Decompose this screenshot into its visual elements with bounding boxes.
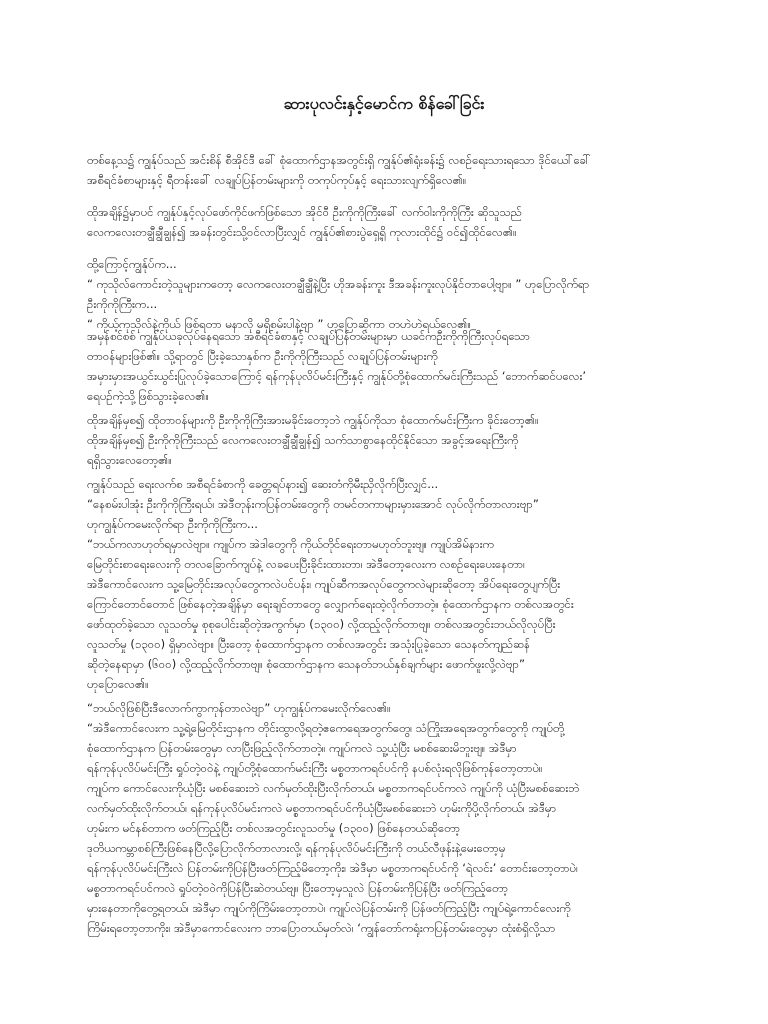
text-line: ကြိမ်းရတော့တာကိုး၊ အဲဒီမှာကောင်လေးက ဘာပြောတယ်မှတ်လဲ၊ ‘ကျွန်တော်ကရုံးကပြန်တမ်းတွေမှာ ထုံးစံရှိလို့သာ <box>87 921 556 935</box>
text-line: ထိုအချိန်မှစ၍ ဦးကိုကိုကြီးသည် လေကလေးတချွီချွီချွန်၍ သက်သာစွာနေထိုင်နိုင်သော အခွင့်အရေးကြီးကို <box>87 433 519 447</box>
text-line: လက်မှတ်ထိုးလိုက်တယ်၊ ရန်ကုန်ပုလိပ်မင်းကလဲ မစ္စတာကရင်ပင်ကိုယုံပြီးမစစ်ဆေးဘဲ ဟုမ်းကိုပို့လိုက်တယ်၊ အဲဒီမှာ <box>87 801 557 815</box>
text-line: တာဝန်များဖြစ်၏။ သို့ရာတွင် ပြီးခဲ့သောနှစ်က ဦးကိုကိုကြီးသည် လချုပ်ပြန်တမ်းများကို <box>87 349 438 363</box>
text-line: ဒုတိယကမ္ဘာစစ်ကြီးဖြစ်နေပြီလို့ပြောလိုက်တာလားလို့၊ ရန်ကုန်ပုလိပ်မင်းကြီးကို တယ်လီဖုန်းနဲ့မေးတော့မှ <box>87 841 506 855</box>
paragraph <box>87 698 683 938</box>
text-line: လူသတ်မှု (၁၃၀၀) ရှိမှာလဲဗျာ။ ပြီးတော့ စုံထောက်ဌာနက တစ်လအတွင်း အသုံးပြုခဲ့သော သေနတ်ကျည်ဆန် <box>87 637 531 651</box>
text-line: မစ္စတာကရင်ပင်ကလဲ ရှုပ်တဲ့ဝဝဲကိုပြန်ပြီးဆဲတယ်ဗျ။ ပြီးတော့မှသူလဲ ပြန်တမ်းကိုပြန်ပြီး ဖတ်ကြည့်တော့ <box>87 881 509 895</box>
text-line: မှားနေတာကိုတွေ့ရတယ်၊ အဲဒီမှာ ကျုပ်ကိုကြိမ်းတော့တာပဲ၊ ကျုပ်လဲပြန်တမ်းကို ပြန်ဖတ်ကြည့်ပြီး ကျုပ်ရဲ့ကောင်လေးကို <box>87 901 571 915</box>
text-line: “အဲဒီကောင်လေးက သူ့ရဲ့မြေတိုင်းဌာနက တိုင်းထွာလို့ရတဲ့ဧကေရေအတွက်တွေ၊ သံကြိုးအရေအတွက်တွေကို ကျုပ်တို့ <box>87 721 565 735</box>
text-line: စုံထောက်ဌာနက ပြန်တမ်းတွေမှာ လာပြီးဖြည့်လိုက်တာတဲ့။ ကျုပ်ကလဲ သူ့ယုံပြီး မစစ်ဆေးမိဘူးဗျ။ အဲဒီမှာ <box>87 741 517 755</box>
text-line: အဲဒီကောင်လေးက သူ့မြေတိုင်းအလုပ်တွေကလဲပင်ပန်း၊ ကျုပ်ဆီကအလုပ်တွေကလဲများဆိုတော့ အိပ်ရေးတွေပျက်ပြီး <box>87 577 561 591</box>
text-line: ထိုအချိန်မှစ၍ ထိုတာဝန်များကို ဦးကိုကိုကြီးအားမခိုင်းတော့ဘဲ ကျွန်ုပ်ကိုသာ စုံထောက်မင်းကြီးက ခိုင်းတော့၏။ <box>87 413 539 427</box>
paragraph <box>87 150 683 190</box>
text-line: ဟုမ်းက မင်နစ်တာက ဖတ်ကြည့်ပြီး တစ်လအတွင်းလူသတ်မှု (၁၃၀၀) ဖြစ်နေတယ်ဆိုတော့ <box>87 821 461 835</box>
text-line: ဆိုတဲ့နေရာမှာ (၆၀၀) လို့ထည့်လိုက်တာဗျ။ စုံထောက်ဌာနက သေနတ်ဘယ်နှစ်ချက်များ ဖောက်ဖူးလို့လဲဗျာ” <box>87 657 525 671</box>
paragraph <box>87 202 683 242</box>
text-line: ကျုပ်က ကောင်လေးကိုယုံပြီး မစစ်ဆေးဘဲ လက်မှတ်ထိုးပြီးလိုက်တယ်၊ မစ္စတာကရင်ပင်ကလဲ ကျုပ်ကို ယုံပြီးမစစ်ဆေးဘဲ <box>87 781 580 795</box>
text-line: အမှားမှားအယွင်းယွင်းပြုလုပ်ခဲ့သောကြောင့် ရန်ကုန်ပုလိပ်မင်းကြီးနှင့် ကျွန်ုပ်တို့စုံထောက်မင်းကြီးသည် ‘ဘောက်ဆင်ပလေး’ <box>87 369 587 383</box>
text-line: ရန်ကုန်ပုလိပ်မင်းကြီး ရှုပ်တဲ့ဝဝဲနဲ့ ကျုပ်တို့စုံထောက်မင်းကြီး မစ္စတာကရင်ပင်ကို နပစ်လုံးရလိုဖြစ်ကုန်တော့တာပဲ။ <box>87 761 543 775</box>
text-line: ဟုကျွန်ုပ်ကမေးလိုက်ရာ ဦးကိုကိုကြီးက... <box>87 517 258 531</box>
text-line: ရန်ကုန်ပုလိပ်မင်းကြီးလဲ ပြန်တမ်းကိုပြန်ပြီးဖတ်ကြည့်မိတော့ကိုး၊ အဲဒီမှာ မစ္စတာကရင်ပင်ကို ‘ရဲလင်း’ တောင်းတော့တာပဲ၊ <box>87 861 578 875</box>
text-line: “ ကုသိုလ်ကောင်းတဲ့သူများကတော့ လေကလေးတချွီချွီနဲ့ပြီး ဟိုအခန်းကူး ဒီအခန်းကူးလုပ်နိုင်တာပေါ့ဗျာ။ ” ဟုပြောလိုက်ရာ <box>87 277 590 291</box>
document-title: ဆားပုလင်းနှင့်မောင်က စိန်ခေါ်ခြင်း <box>283 94 485 113</box>
text-line: မြေတိုင်းစာရေးလေးကို တလခြောက်ကျပ်နဲ့ လခပေးပြီးခိုင်းထားတာ၊ အဲဒီတော့လေးက လစဉ်ရေးပေးနေတာ၊ <box>87 557 525 571</box>
paragraph <box>87 254 683 334</box>
text-line: “ဘယ်လိုဖြစ်ပြီးဒီလောက်ကွာကုန်တာလဲဗျာ” ဟုကျွန်ုပ်ကမေးလိုက်လေ၏။ <box>87 701 391 715</box>
text-line: “ ကိုယ့်ကုသိုလ်နဲ့ကိုယ် ဖြစ်ရတာ မနာလို မရှိစမ်းပါနဲ့ဗျာ ” ဟုပြောဆိုကာ တဟဲဟဲရယ်လေ၏။ <box>87 317 471 331</box>
text-line: ဖော်ထုတ်ခဲ့သော လူသတ်မှု စုစုပေါင်းဆိုတဲ့အကွက်မှာ (၁၃၀၀) လို့ထည့်လိုက်တာဗျ။ တစ်လအတွင်းဘယ်လိုလုပ်ပြီး <box>87 617 556 631</box>
text-line: ရရှိသွားလေတော့၏။ <box>87 453 172 467</box>
text-line: “ဘယ်ကလာဟုတ်ရမှာလဲဗျာ။ ကျုပ်က အဲဒါတွေကို ကိုယ်တိုင်ရေးတာမဟုတ်ဘူးဗျ။ ကျုပ်အိမ်နားက <box>87 537 494 551</box>
text-line: ထို့ကြောင့်ကျွန်ုပ်က... <box>87 257 177 271</box>
text-line: ဟုပြောလေ၏။ <box>87 677 149 691</box>
text-line: လေကလေးတချွီချွီချွန်၍ အခန်းတွင်းသို့ဝင်လာပြီးလျှင် ကျွန်ုပ်၏စားပွဲရှေ့ရှိ ကုလားထိုင်၌ ဝင်၍ထိုင်လေ၏။ <box>87 225 517 239</box>
text-line: ဦးကိုကိုကြီးက... <box>87 297 158 311</box>
text-line: အမှန်စင်စစ် ကျွန်ုပ်ယခုလုပ်နေရသော အစီရင်ခံစာနှင့် လချုပ်ပြန်တမ်းများမှာ ယခင်ကဦးကိုကိုကြီးလုပ်ရသော <box>87 329 530 343</box>
text-line: ကျွန်ုပ်သည် ရေးလက်စ အစီရင်ခံစာကို ခေတ္တရပ်နား၍ ဆေးတံကိုမီးညှိလိုက်ပြီးလျှင်... <box>87 477 439 491</box>
text-line: ကြောင်တောင်တောင် ဖြစ်နေတဲ့အချိန်မှာ ရေးချင်တာတွေ လျှောက်ရေးထဲ့လိုက်တာတဲ့။ စုံထောက်ဌာနက တစ်လအတွင်း <box>87 597 574 611</box>
paragraph <box>87 326 683 406</box>
text-line: ရေပဉ်ကဲ့သို့ဖြစ်သွားခဲ့လေ၏။ <box>87 389 210 403</box>
text-line: ထိုအချိန်၌မှာပင် ကျွန်ုပ်နှင့်လုပ်ဖော်ကိုင်ဖက်ဖြစ်သော အိုင်ဝီ ဦးကိုကိုကြီးခေါ် လက်ဝါးကိုကိုကြီး ဆိုသူသည် <box>87 205 522 219</box>
text-line: တစ်နေ့သ၌ ကျွန်ုပ်သည် အင်းစိန် စီအိုင်ဒီ ခေါ် စုံထောက်ဌာနအတွင်းရှိ ကျွန်ုပ်၏ရုံးခန်း၌ လစဉ်ရေးသားရသော ဒိုင်ယေါ်ခေါ် <box>87 153 591 167</box>
text-line: “နေစမ်းပါအုံး ဦးကိုကိုကြီးရယ်၊ အဲဒီတုန်းကပြန်တမ်းတွေကို တမင်တကာများမှားအောင် လုပ်လိုက်တာလားဗျာ” <box>87 497 539 511</box>
text-line: အစီရင်ခံစာများနှင့် ရီတန်းခေါ် လချုပ်ပြန်တမ်းများကို တကုပ်ကုပ်နှင့် ရေးသားလျက်ရှိလေ၏။ <box>87 173 467 187</box>
paragraph <box>87 474 683 694</box>
paragraph <box>87 410 683 470</box>
